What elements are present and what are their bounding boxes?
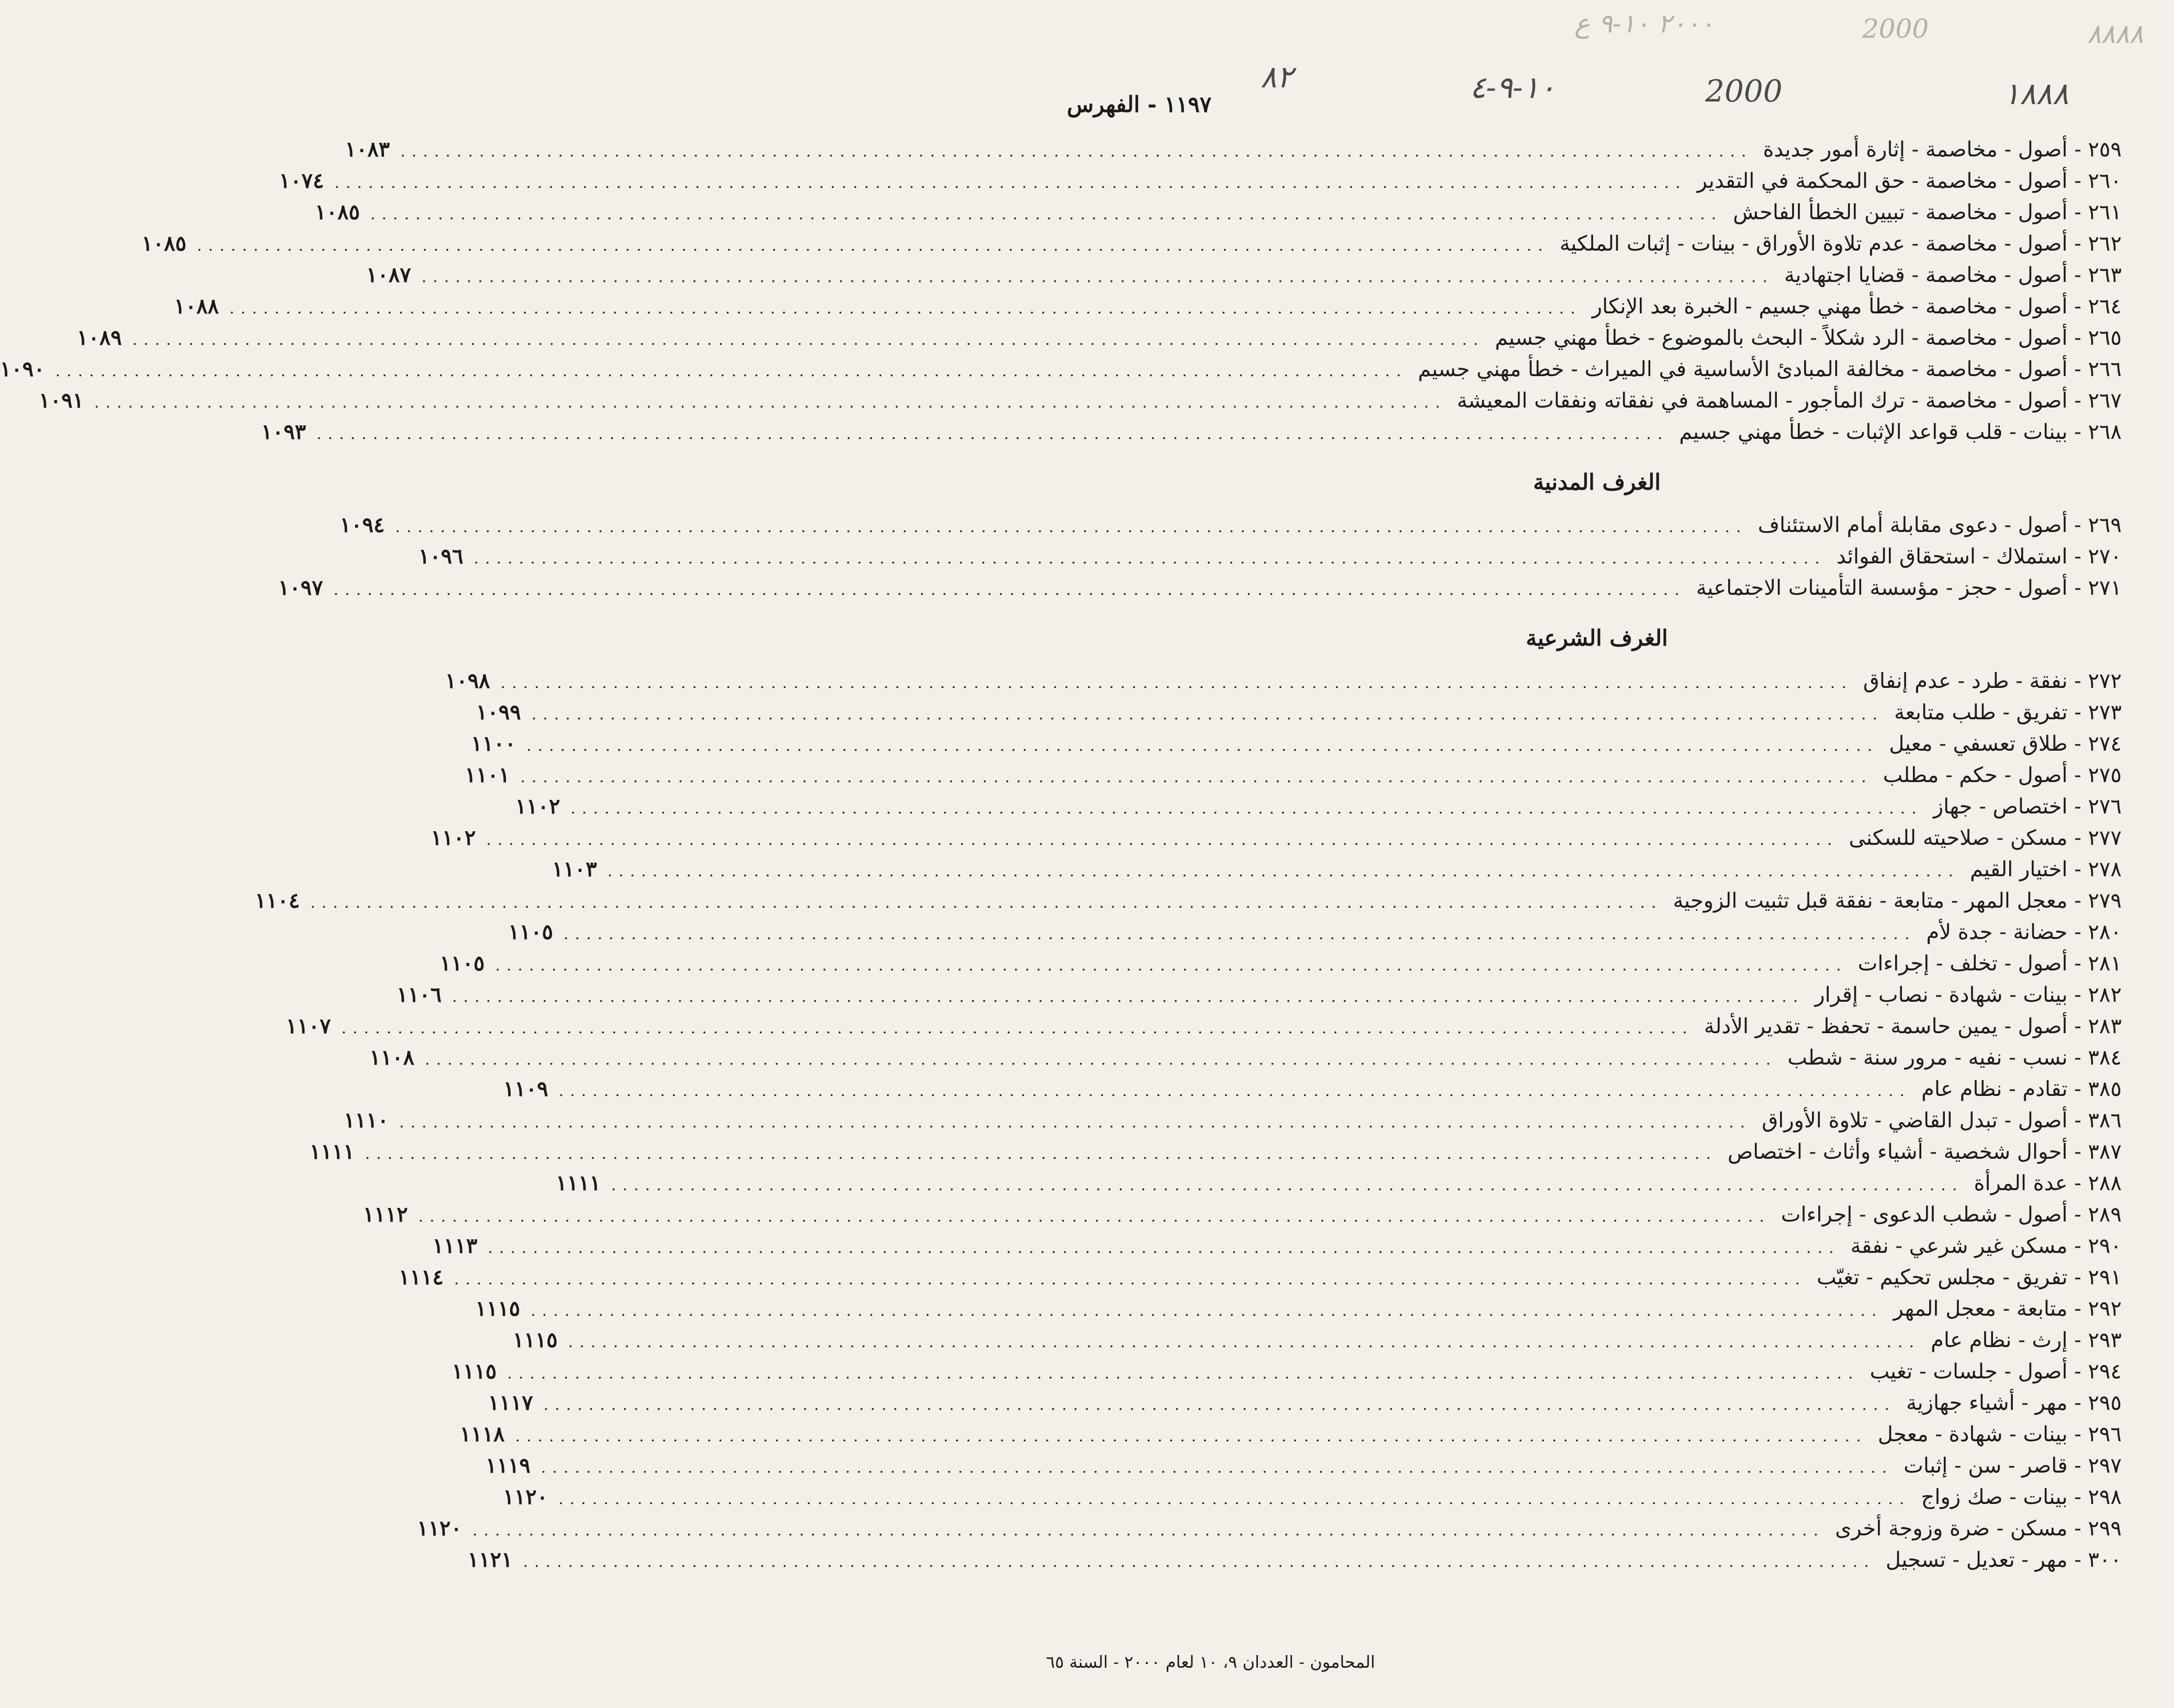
entry-title: ٢٩٨ - بينات - صك زواج xyxy=(1921,1485,2122,1509)
toc-entry xyxy=(255,888,2122,920)
entry-title: ٢٧٥ - أصول - حكم - مطلب xyxy=(1883,763,2122,787)
toc-entry xyxy=(76,325,2122,357)
dot-leader: ........................................................................................................................ xyxy=(515,1427,1867,1445)
dot-leader: ........................................................................................................................ xyxy=(564,925,1916,943)
entry-page-number: ١١١٣ xyxy=(432,1234,478,1258)
entry-page-number: ١١٠٧ xyxy=(286,1014,331,1038)
dot-leader: ........................................................................................................................ xyxy=(395,518,1748,536)
dot-leader: ........................................................................................................................ xyxy=(132,331,1485,349)
toc-entry xyxy=(445,669,2122,700)
entry-page-number: ١١٠٢ xyxy=(431,825,476,850)
dot-leader: ........................................................................................................................ xyxy=(526,737,1879,755)
entry-title: ٢٦٢ - أصول - مخاصمة - عدم تلاوة الأوراق - بينات - إثبات الملكية xyxy=(1559,232,2122,256)
entry-title: ٢٨٢ - بينات - شهادة - نصاب - إقرار xyxy=(1815,983,2122,1007)
entry-title: ٣٨٦ - أصول - تبدل القاضي - تلاوة الأوراق xyxy=(1762,1108,2122,1133)
entry-page-number: ١١١٥ xyxy=(452,1359,497,1384)
entry-page-number: ١١٠٢ xyxy=(515,794,560,819)
toc-entry xyxy=(471,731,2122,763)
entry-page-number: ١١١٩ xyxy=(485,1453,531,1478)
entries-group-b xyxy=(278,513,2122,607)
dot-leader: ........................................................................................................................ xyxy=(540,1458,1894,1477)
dot-leader: ........................................................................................................................ xyxy=(418,1207,1771,1226)
toc-entry xyxy=(476,700,2122,731)
bleed-through-mark: 2000 xyxy=(1862,14,1929,44)
dot-leader: ........................................................................................................................ xyxy=(607,862,1960,880)
entry-page-number: ١١٠٥ xyxy=(508,920,554,944)
entry-title: ٣٠٠ - مهر - تعديل - تسجيل xyxy=(1885,1548,2122,1572)
dot-leader: ........................................................................................................................ xyxy=(365,1145,1717,1163)
entry-title: ٣٨٥ - تقادم - نظام عام xyxy=(1921,1077,2122,1101)
toc-entry xyxy=(363,1202,2122,1234)
entry-title: ٢٥٩ - أصول - مخاصمة - إثارة أمور جديدة xyxy=(1763,138,2122,162)
entry-page-number: ١١٢٠ xyxy=(416,1516,462,1541)
dot-leader: ........................................................................................................................ xyxy=(568,1333,1921,1351)
entry-page-number: ١٠٩٧ xyxy=(278,575,323,600)
entry-title: ٢٧٦ - اختصاص - جهاز xyxy=(1933,795,2122,819)
entry-title: ٣٨٧ - أحوال شخصية - أشياء وأثاث - اختصاص xyxy=(1727,1140,2122,1164)
toc-entry xyxy=(398,1265,2122,1296)
dot-leader: ........................................................................................................................ xyxy=(452,988,1805,1006)
entry-page-number: ١١٠٣ xyxy=(551,857,597,881)
entry-title: ٢٦٦ - أصول - مخاصمة - مخالفة المبادئ الأساسية في الميراث - خطأ مهني جسيم xyxy=(1418,357,2122,381)
dot-leader: ........................................................................................................................ xyxy=(558,1082,1911,1100)
running-head: ١١٩٧ - الفهرس xyxy=(1067,92,1212,117)
entry-page-number: ١١١٢ xyxy=(363,1202,408,1227)
toc-entry xyxy=(503,1485,2122,1516)
entries-group-c xyxy=(255,669,2122,1579)
dot-leader: ........................................................................................................................ xyxy=(531,1302,1883,1320)
dot-leader: ........................................................................................................................ xyxy=(424,1050,1777,1069)
entry-title: ٢٦١ - أصول - مخاصمة - تبيين الخطأ الفاحش xyxy=(1733,200,2122,224)
entry-title: ٣٨٤ - نسب - نفيه - مرور سنة - شطب xyxy=(1787,1046,2122,1070)
entry-title: ٢٧٢ - نفقة - طرد - عدم إنفاق xyxy=(1863,669,2122,693)
dot-leader: ........................................................................................................................ xyxy=(454,1270,1807,1288)
entry-page-number: ١٠٨٣ xyxy=(345,137,390,162)
entry-title: ٢٩٢ - متابعة - معجل المهر xyxy=(1893,1297,2122,1321)
entry-title: ٢٨٣ - أصول - يمين حاسمة - تحفظ - تقدير الأدلة xyxy=(1704,1014,2122,1038)
entry-page-number: ١١١٥ xyxy=(512,1328,558,1352)
toc-entry xyxy=(512,1328,2122,1359)
table-of-contents xyxy=(0,137,2122,1579)
toc-entry xyxy=(286,1014,2122,1045)
dot-leader: ........................................................................................................................ xyxy=(472,1521,1825,1540)
toc-entry xyxy=(485,1453,2122,1485)
toc-entry xyxy=(503,1077,2122,1108)
toc-entry xyxy=(488,1390,2122,1422)
toc-entry xyxy=(39,388,2122,420)
entry-title: ٢٩٥ - مهر - أشياء جهازية xyxy=(1906,1391,2122,1415)
entry-page-number: ١٠٩٣ xyxy=(261,420,306,444)
dot-leader: ........................................................................................................................ xyxy=(400,142,1753,161)
dot-leader: ........................................................................................................................ xyxy=(316,425,1669,443)
dot-leader: ........................................................................................................................ xyxy=(488,1239,1840,1257)
toc-entry xyxy=(366,263,2122,294)
entry-title: ٢٧٠ - استملاك - استحقاق الفوائد xyxy=(1836,545,2122,569)
toc-entry xyxy=(431,825,2122,857)
entry-page-number: ١١١١ xyxy=(556,1171,601,1195)
entry-page-number: ١٠٨٨ xyxy=(174,294,219,319)
toc-entry xyxy=(556,1171,2122,1202)
entry-title: ٢٩٦ - بينات - شهادة - معجل xyxy=(1877,1422,2122,1446)
section-heading-sharia: الغرف الشرعية xyxy=(1526,625,1668,651)
toc-entry xyxy=(314,200,2122,231)
entry-page-number: ١١١٨ xyxy=(459,1422,505,1446)
entry-title: ٢٦٠ - أصول - مخاصمة - حق المحكمة في التقدير xyxy=(1697,169,2122,193)
entry-page-number: ١١٠٩ xyxy=(503,1077,548,1101)
toc-entry xyxy=(343,1108,2122,1139)
entry-page-number: ١٠٨٥ xyxy=(141,231,187,256)
dot-leader: ........................................................................................................................ xyxy=(474,549,1826,568)
dot-leader: ........................................................................................................................ xyxy=(333,581,1686,599)
entry-title: ٢٩٧ - قاصر - سن - إثبات xyxy=(1903,1454,2122,1478)
dot-leader: ........................................................................................................................ xyxy=(543,1396,1896,1414)
entry-title: ٢٧٩ - معجل المهر - متابعة - نفقة قبل تثبيت الزوجية xyxy=(1673,889,2122,913)
entry-page-number: ١١١٤ xyxy=(398,1265,444,1290)
dot-leader: ........................................................................................................................ xyxy=(341,1019,1694,1037)
toc-entry xyxy=(174,294,2122,325)
entry-page-number: ١١١١ xyxy=(309,1139,355,1164)
toc-entry xyxy=(515,794,2122,825)
entry-page-number: ١٠٩٤ xyxy=(340,513,385,537)
dot-leader: ........................................................................................................................ xyxy=(94,393,1447,412)
entry-title: ٢٦٨ - بينات - قلب قواعد الإثبات - خطأ مهني جسيم xyxy=(1679,420,2122,444)
bleed-through-mark: ٨٨٨٨ xyxy=(2087,19,2144,49)
entry-page-number: ١٠٩٦ xyxy=(418,544,464,569)
dot-leader: ........................................................................................................................ xyxy=(495,956,1848,975)
entry-page-number: ١٠٧٤ xyxy=(279,168,324,193)
entry-page-number: ١٠٨٩ xyxy=(76,325,122,350)
entry-page-number: ١١٢٠ xyxy=(503,1485,548,1509)
page-footer: المحامون - العددان ٩، ١٠ لعام ٢٠٠٠ - السنة ٦٥ xyxy=(1046,1652,1376,1672)
entry-page-number: ١٠٨٥ xyxy=(314,200,360,224)
toc-entry xyxy=(369,1045,2122,1077)
dot-leader: ........................................................................................................................ xyxy=(55,362,1408,380)
entry-page-number: ١٠٩٨ xyxy=(445,669,490,693)
entry-title: ٢٦٧ - أصول - مخاصمة - ترك المأجور - المساهمة في نفقاته ونفقات المعيشة xyxy=(1457,389,2122,413)
entry-title: ٢٧٨ - اختيار القيم xyxy=(1970,857,2122,881)
entry-page-number: ١٠٩٩ xyxy=(476,700,521,725)
entry-page-number: ١٠٩١ xyxy=(39,388,84,413)
toc-entry xyxy=(418,544,2122,575)
entry-title: ٢٩٠ - مسكن غير شرعي - نفقة xyxy=(1850,1234,2122,1258)
dot-leader: ........................................................................................................................ xyxy=(507,1364,1860,1383)
dot-leader: ........................................................................................................................ xyxy=(611,1176,1964,1194)
dot-leader: ........................................................................................................................ xyxy=(520,768,1873,786)
dot-leader: ........................................................................................................................ xyxy=(370,205,1723,223)
entry-page-number: ١١١٥ xyxy=(475,1296,521,1321)
entry-title: ٢٩٣ - إرث - نظام عام xyxy=(1931,1328,2122,1352)
entry-title: ٢٦٣ - أصول - مخاصمة - قضايا اجتهادية xyxy=(1784,263,2122,287)
entry-page-number: ١١١٠ xyxy=(343,1108,389,1133)
entry-title: ٢٦٥ - أصول - مخاصمة - الرد شكلاً - البحث بالموضوع - خطأ مهني جسيم xyxy=(1495,326,2122,350)
entry-page-number: ١١٠٠ xyxy=(471,731,516,756)
entry-title: ٢٧٣ - تفريق - طلب متابعة xyxy=(1894,700,2122,725)
toc-entry xyxy=(467,1547,2122,1579)
entry-page-number: ١١٠١ xyxy=(465,763,510,787)
toc-entry xyxy=(459,1422,2122,1453)
entry-page-number: ١١٠٤ xyxy=(255,888,300,913)
toc-entry xyxy=(278,575,2122,607)
dot-leader: ........................................................................................................................ xyxy=(500,674,1853,692)
entry-page-number: ١١١٧ xyxy=(488,1390,533,1415)
handwritten-date: ١٠-٩-٤ xyxy=(1470,70,1556,105)
entry-page-number: ١١٢١ xyxy=(467,1547,513,1572)
toc-entry xyxy=(0,357,2122,388)
dot-leader: ........................................................................................................................ xyxy=(197,236,1549,255)
handwritten-note: ٨٢ xyxy=(1260,59,1293,95)
dot-leader: ........................................................................................................................ xyxy=(229,299,1582,318)
toc-entry xyxy=(261,420,2122,451)
toc-entry xyxy=(465,763,2122,794)
dot-leader: ........................................................................................................................ xyxy=(310,893,1663,912)
dot-leader: ........................................................................................................................ xyxy=(523,1553,1875,1571)
dot-leader: ........................................................................................................................ xyxy=(558,1490,1911,1508)
entry-title: ٢٩٩ - مسكن - ضرة وزوجة أخرى xyxy=(1835,1517,2122,1541)
dot-leader: ........................................................................................................................ xyxy=(421,268,1774,286)
dot-leader: ........................................................................................................................ xyxy=(486,831,1839,849)
toc-entry xyxy=(397,982,2122,1014)
entry-page-number: ١٠٨٧ xyxy=(366,263,411,287)
entry-title: ٢٧١ - أصول - حجز - مؤسسة التأمينات الاجتماعية xyxy=(1696,576,2122,600)
section-heading-civil: الغرف المدنية xyxy=(1533,469,1661,495)
entry-title: ٢٨٨ - عدة المرأة xyxy=(1974,1171,2122,1195)
toc-entry xyxy=(345,137,2122,168)
toc-entry xyxy=(340,513,2122,544)
entry-title: ٢٦٤ - أصول - مخاصمة - خطأ مهني جسيم - الخبرة بعد الإنكار xyxy=(1592,295,2122,319)
entry-title: ٢٨٩ - أصول - شطب الدعوى - إجراءات xyxy=(1781,1203,2122,1227)
entry-page-number: ١١٠٥ xyxy=(440,951,485,976)
bleed-through-mark: ٢٠٠٠ ١٠-٩ ع xyxy=(1574,8,1714,39)
entry-title: ٢٧٧ - مسكن - صلاحيته للسكنى xyxy=(1849,826,2122,850)
toc-entry xyxy=(432,1234,2122,1265)
handwritten-year: 2000 xyxy=(1705,73,1783,109)
dot-leader: ........................................................................................................................ xyxy=(334,174,1687,192)
dot-leader: ........................................................................................................................ xyxy=(399,1113,1752,1132)
toc-entry xyxy=(309,1139,2122,1171)
dot-leader: ........................................................................................................................ xyxy=(531,705,1884,723)
entry-title: ٢٧٤ - طلاق تعسفي - معيل xyxy=(1889,732,2122,756)
dot-leader: ........................................................................................................................ xyxy=(570,799,1923,818)
entry-title: ٢٩١ - تفريق - مجلس تحكيم - تغيّب xyxy=(1817,1265,2122,1290)
toc-entry xyxy=(279,168,2122,200)
entry-page-number: ١١٠٦ xyxy=(397,982,442,1007)
toc-entry xyxy=(508,920,2122,951)
toc-entry xyxy=(475,1296,2122,1328)
entry-title: ٢٨١ - أصول - تخلف - إجراءات xyxy=(1857,952,2122,976)
toc-entry xyxy=(440,951,2122,982)
entry-title: ٢٩٤ - أصول - جلسات - تغيب xyxy=(1869,1360,2122,1384)
toc-entry xyxy=(141,231,2122,263)
entry-page-number: ١١٠٨ xyxy=(369,1045,414,1070)
handwritten-number: ١٨٨٨ xyxy=(2003,76,2069,111)
toc-entry xyxy=(551,857,2122,888)
toc-entry xyxy=(416,1516,2122,1547)
entry-title: ٢٦٩ - أصول - دعوى مقابلة أمام الاستئناف xyxy=(1758,513,2122,537)
toc-entry xyxy=(452,1359,2122,1390)
entry-title: ٢٨٠ - حضانة - جدة لأم xyxy=(1926,920,2122,944)
entry-page-number: ١٠٩٠ xyxy=(0,357,45,381)
entries-group-a xyxy=(0,137,2122,451)
